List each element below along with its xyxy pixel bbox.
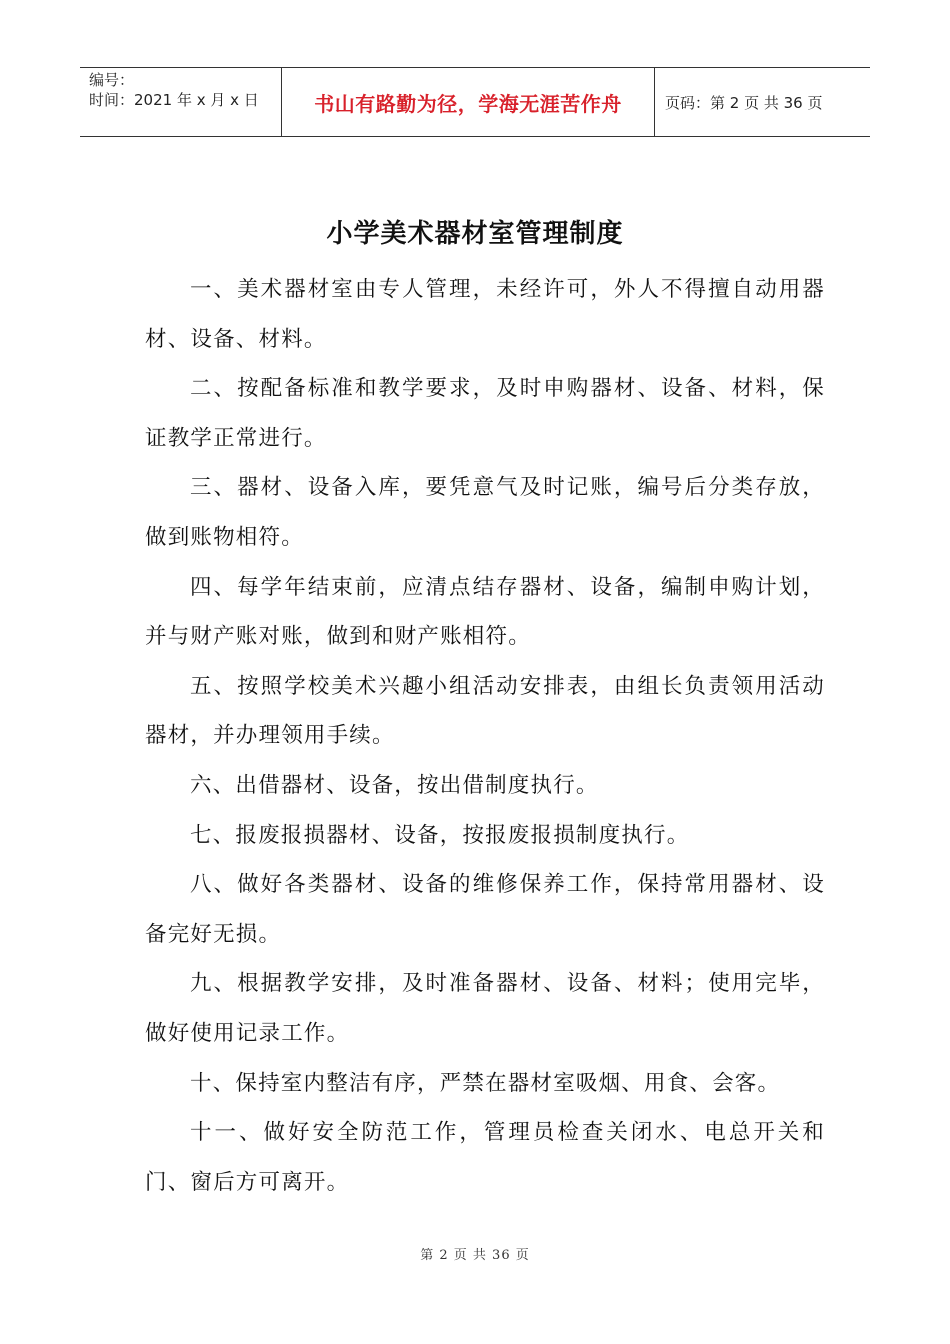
header-page-info: 页码：第 2 页 共 36 页 — [665, 93, 823, 112]
paragraph: 五、按照学校美术兴趣小组活动安排表，由组长负责领用活动器材，并办理领用手续。 — [145, 673, 825, 749]
paragraph: 八、做好各类器材、设备的维修保养工作，保持常用器材、设备完好无损。 — [145, 872, 825, 947]
paragraph: 七、报废报损器材、设备，按报废报损制度执行。 — [190, 822, 690, 848]
document-number-label: 编号： — [89, 71, 135, 89]
document-date-label: 时间：2021 年 x 月 x 日 — [89, 91, 259, 109]
paragraph: 六、出借器材、设备，按出借制度执行。 — [190, 772, 599, 798]
paragraph: 二、按配备标准和教学要求，及时申购器材、设备、材料，保证教学正常进行。 — [145, 376, 825, 451]
paragraph: 四、每学年结束前，应清点结存器材、设备，编制申购计划，并与财产账对账，做到和财产账相符。 — [145, 574, 825, 650]
paragraph: 九、根据教学安排，及时准备器材、设备、材料；使用完毕，做好使用记录工作。 — [145, 971, 825, 1046]
page-footer: 第 2 页 共 36 页 — [420, 1248, 530, 1263]
paragraph: 三、器材、设备入库，要凭意气及时记账，编号后分类存放，做到账物相符。 — [145, 475, 825, 550]
header-meta-cell — [80, 68, 282, 136]
paragraph: 一、美术器材室由专人管理，未经许可，外人不得擅自动用器材、设备、材料。 — [145, 277, 825, 352]
document-title: 小学美术器材室管理制度 — [326, 219, 624, 249]
paragraph: 十、保持室内整洁有序，严禁在器材室吸烟、用食、会客。 — [190, 1070, 781, 1096]
header-motto: 书山有路勤为径，学海无涯苦作舟 — [282, 68, 655, 136]
document-body — [145, 265, 825, 1207]
page-header — [80, 67, 870, 137]
paragraph: 十一、做好安全防范工作，管理员检查关闭水、电总开关和门、窗后方可离开。 — [145, 1120, 825, 1195]
